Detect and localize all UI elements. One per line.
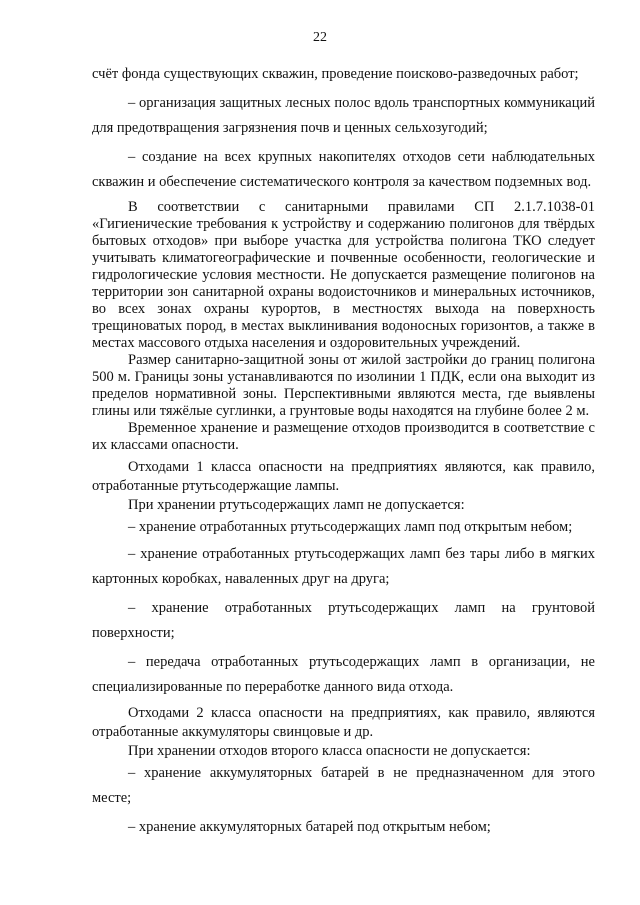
list-item-lamps-transfer: – передача отработанных ртутьсодержащих ламп в организации, не специализированные по переработке данного вида отхода. xyxy=(92,654,595,695)
list-item-lamps-ground: – хранение отработанных ртутьсодержащих ламп на грунтовой поверхности; xyxy=(92,600,595,641)
list-item-batteries-open-sky: – хранение аккумуляторных батарей под открытым небом; xyxy=(128,819,491,835)
list-item-lamps-no-container: – хранение отработанных ртутьсодержащих ламп без тары либо в мягких картонных коробках, наваленных друг на друга; xyxy=(92,546,595,587)
list-item-batteries-wrong-place: – хранение аккумуляторных батарей в не предназначенном для этого месте; xyxy=(92,765,595,806)
paragraph-class-2-prohibited: При хранении отходов второго класса опасности не допускается: xyxy=(128,743,531,759)
list-item-lamps-open-sky: – хранение отработанных ртутьсодержащих ламп под открытым небом; xyxy=(128,519,573,535)
page-number: 22 xyxy=(313,30,327,45)
paragraph-wells-continuation: счёт фонда существующих скважин, проведение поисково-разведочных работ; xyxy=(92,66,579,82)
paragraph-protection-zone: Размер санитарно-защитной зоны от жилой застройки до границ полигона 500 м. Границы зоны устанавливаются по изолинии 1 ПДК, если она выходит из пределов нормативной зоны. Перспективными являются места, где выявлены глины или тяжёлые суглинки, а грунтовые воды находятся на глубине более 2 м. xyxy=(92,352,595,419)
paragraph-mercury-lamps-prohibited: При хранении ртутьсодержащих ламп не допускается: xyxy=(128,497,465,513)
paragraph-temporary-storage: Временное хранение и размещение отходов производится в соответствие с их классами опасности. xyxy=(92,420,595,453)
document-body xyxy=(92,62,595,844)
paragraph-sanitary-rules: В соответствии с санитарными правилами СП 2.1.7.1038-01 «Гигиенические требования к устройству и содержанию полигонов для твёрдых бытовых отходов» при выборе участка для устройства полигона ТКО следует учитывать климатогеографические и почвенные особенности, геологические и гидрологические условия местности. Не допускается размещение полигонов на территории зон санитарной охраны водоисточников и минеральных источников, во всех зонах охраны курортов, в местностях выхода на поверхность трещиноватых пород, в местах выклинивания водоносных горизонтов, а также в местах массового отдыха населения и оздоровительных учреждений. xyxy=(92,199,595,351)
list-item-observation-wells: – создание на всех крупных накопителях отходов сети наблюдательных скважин и обеспечение систематического контроля за качеством подземных вод. xyxy=(92,149,595,190)
paragraph-class-1-waste: Отходами 1 класса опасности на предприятиях являются, как правило, отработанные ртутьсодержащие лампы. xyxy=(92,459,595,494)
paragraph-class-2-waste: Отходами 2 класса опасности на предприятиях, как правило, являются отработанные аккумуляторы свинцовые и др. xyxy=(92,705,595,740)
list-item-forest-belts: – организация защитных лесных полос вдоль транспортных коммуникаций для предотвращения загрязнения почв и ценных сельхозугодий; xyxy=(92,95,595,136)
